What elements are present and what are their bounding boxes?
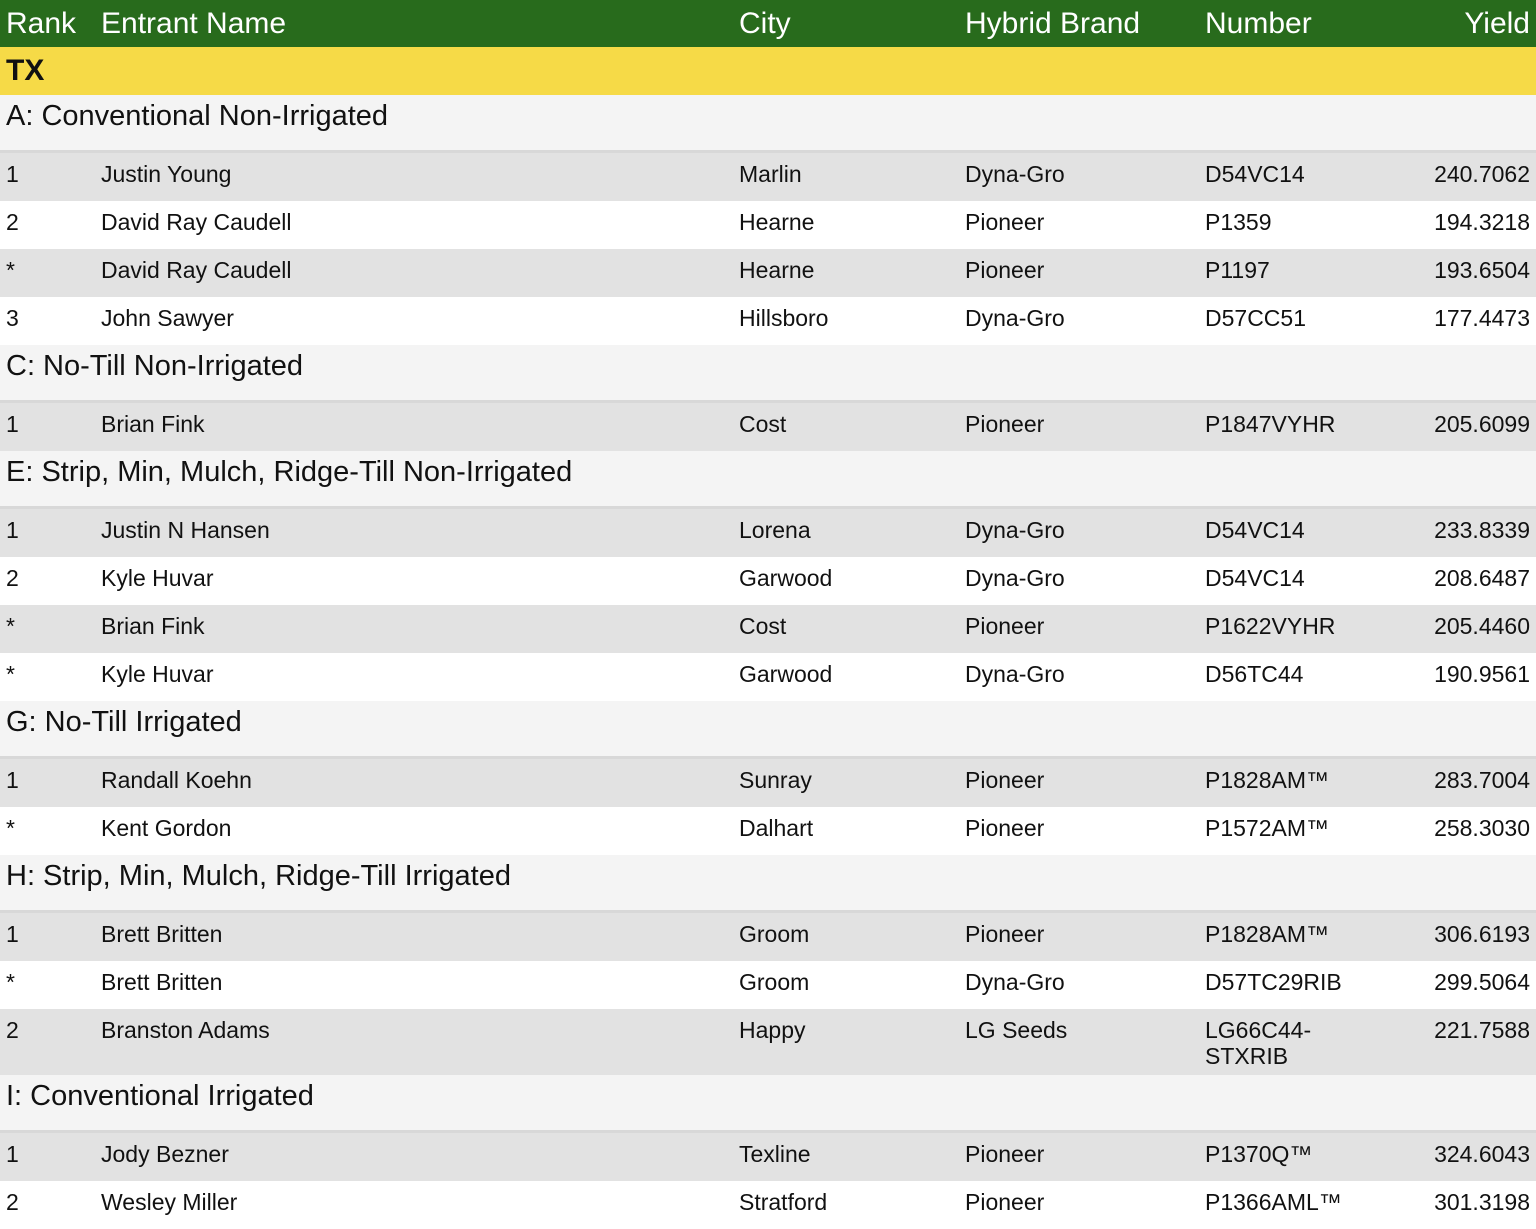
entrant-name-cell: Randall Koehn [101, 767, 252, 793]
yield-cell: 194.3218 [1434, 209, 1530, 235]
hybrid-brand-cell: LG Seeds [965, 1017, 1068, 1043]
hybrid-brand-cell: Dyna-Gro [965, 661, 1065, 687]
yield-cell: 299.5064 [1434, 969, 1530, 995]
entrant-name-cell: Brett Britten [101, 969, 223, 995]
rank-cell: 2 [6, 209, 19, 235]
table-row [0, 807, 1536, 855]
category-header: H: Strip, Min, Mulch, Ridge-Till Irrigated [0, 855, 1536, 913]
city-cell: Happy [739, 1017, 806, 1043]
number-cell: D57CC51 [1205, 305, 1306, 331]
yield-cell: 306.6193 [1434, 921, 1530, 947]
yield-cell: 205.6099 [1434, 411, 1530, 437]
hybrid-brand-cell: Dyna-Gro [965, 517, 1065, 543]
entrant-name-cell: Brett Britten [101, 921, 223, 947]
hybrid-brand-cell: Pioneer [965, 815, 1045, 841]
yield-cell: 301.3198 [1434, 1189, 1530, 1215]
yield-cell: 221.7588 [1434, 1017, 1530, 1043]
entrant-name-cell: Jody Bezner [101, 1141, 229, 1167]
table-row [0, 153, 1536, 201]
entrant-name-cell: Kent Gordon [101, 815, 232, 841]
number-cell: D54VC14 [1205, 565, 1305, 591]
yield-cell: 205.4460 [1434, 613, 1530, 639]
number-cell: D57TC29RIB [1205, 969, 1342, 995]
column-header-city[interactable]: City [739, 6, 791, 40]
rank-cell: 1 [6, 411, 19, 437]
yield-cell: 258.3030 [1434, 815, 1530, 841]
table-body [0, 95, 1536, 1229]
hybrid-brand-cell: Pioneer [965, 767, 1045, 793]
rank-cell: 3 [6, 305, 19, 331]
table-row [0, 1181, 1536, 1229]
rank-cell: 1 [6, 1141, 19, 1167]
yield-cell: 283.7004 [1434, 767, 1530, 793]
number-cell: P1572AM™ [1205, 815, 1330, 841]
hybrid-brand-cell: Pioneer [965, 921, 1045, 947]
city-cell: Cost [739, 613, 787, 639]
entrant-name-cell: David Ray Caudell [101, 209, 292, 235]
table-row [0, 403, 1536, 451]
city-cell: Garwood [739, 565, 833, 591]
city-cell: Sunray [739, 767, 812, 793]
hybrid-brand-cell: Pioneer [965, 411, 1045, 437]
table-row [0, 913, 1536, 961]
yield-cell: 240.7062 [1434, 161, 1530, 187]
city-cell: Dalhart [739, 815, 814, 841]
rank-cell: 1 [6, 517, 19, 543]
rank-cell: 2 [6, 1017, 19, 1043]
city-cell: Lorena [739, 517, 811, 543]
table-row [0, 557, 1536, 605]
hybrid-brand-cell: Dyna-Gro [965, 161, 1065, 187]
table-row [0, 249, 1536, 297]
hybrid-brand-cell: Dyna-Gro [965, 969, 1065, 995]
table-header [0, 0, 1536, 47]
rank-cell: 1 [6, 161, 19, 187]
table-row [0, 653, 1536, 701]
entrant-name-cell: Justin Young [101, 161, 232, 187]
rank-cell: * [6, 815, 15, 841]
category-header: I: Conventional Irrigated [0, 1075, 1536, 1133]
entrant-name-cell: Brian Fink [101, 411, 205, 437]
column-header-rank[interactable]: Rank [6, 6, 77, 40]
number-cell: P1197 [1205, 257, 1270, 283]
hybrid-brand-cell: Pioneer [965, 1189, 1045, 1215]
city-cell: Cost [739, 411, 787, 437]
rank-cell: * [6, 613, 15, 639]
city-cell: Marlin [739, 161, 802, 187]
table-row [0, 1009, 1536, 1075]
number-cell: P1828AM™ [1205, 767, 1330, 793]
city-cell: Texline [739, 1141, 811, 1167]
state-group-header: TX [0, 47, 1536, 95]
yield-cell: 233.8339 [1434, 517, 1530, 543]
rank-cell: * [6, 257, 15, 283]
entrant-name-cell: David Ray Caudell [101, 257, 292, 283]
table-row [0, 759, 1536, 807]
category-header: A: Conventional Non-Irrigated [0, 95, 1536, 153]
yield-cell: 177.4473 [1434, 305, 1530, 331]
column-header-number[interactable]: Number [1205, 6, 1312, 40]
number-cell: D54VC14 [1205, 517, 1305, 543]
city-cell: Groom [739, 921, 810, 947]
column-header-hybrid-brand[interactable]: Hybrid Brand [965, 6, 1141, 40]
hybrid-brand-cell: Pioneer [965, 209, 1045, 235]
city-cell: Stratford [739, 1189, 828, 1215]
city-cell: Hearne [739, 209, 815, 235]
hybrid-brand-cell: Dyna-Gro [965, 305, 1065, 331]
table-row [0, 961, 1536, 1009]
entrant-name-cell: Kyle Huvar [101, 661, 214, 687]
hybrid-brand-cell: Dyna-Gro [965, 565, 1065, 591]
yield-cell: 193.6504 [1434, 257, 1530, 283]
entrant-name-cell: Brian Fink [101, 613, 205, 639]
table-row [0, 605, 1536, 653]
category-header: G: No-Till Irrigated [0, 701, 1536, 759]
number-cell: P1847VYHR [1205, 411, 1336, 437]
entrant-name-cell: Branston Adams [101, 1017, 270, 1043]
column-header-yield[interactable]: Yield [1464, 6, 1530, 40]
category-header: C: No-Till Non-Irrigated [0, 345, 1536, 403]
city-cell: Hearne [739, 257, 815, 283]
entrant-name-cell: Kyle Huvar [101, 565, 214, 591]
number-cell: P1370Q™ [1205, 1141, 1313, 1167]
rank-cell: 1 [6, 767, 19, 793]
rank-cell: * [6, 969, 15, 995]
table-row [0, 297, 1536, 345]
number-cell: P1622VYHR [1205, 613, 1336, 639]
hybrid-brand-cell: Pioneer [965, 1141, 1045, 1167]
yield-cell: 208.6487 [1434, 565, 1530, 591]
hybrid-brand-cell: Pioneer [965, 613, 1045, 639]
city-cell: Hillsboro [739, 305, 829, 331]
number-cell: P1359 [1205, 209, 1272, 235]
city-cell: Groom [739, 969, 810, 995]
table-row [0, 1133, 1536, 1181]
number-cell: LG66C44- STXRIB [1205, 1017, 1312, 1069]
number-cell: P1828AM™ [1205, 921, 1330, 947]
rank-cell: 2 [6, 565, 19, 591]
entrant-name-cell: Wesley Miller [101, 1189, 238, 1215]
table-row [0, 201, 1536, 249]
number-cell: D56TC44 [1205, 661, 1304, 687]
table-row [0, 509, 1536, 557]
city-cell: Garwood [739, 661, 833, 687]
entrant-name-cell: John Sawyer [101, 305, 234, 331]
yield-cell: 190.9561 [1434, 661, 1530, 687]
entrant-name-cell: Justin N Hansen [101, 517, 270, 543]
column-header-entrant-name[interactable]: Entrant Name [101, 6, 287, 40]
number-cell: P1366AML™ [1205, 1189, 1342, 1215]
yield-cell: 324.6043 [1434, 1141, 1530, 1167]
category-header: E: Strip, Min, Mulch, Ridge-Till Non-Irrigated [0, 451, 1536, 509]
hybrid-brand-cell: Pioneer [965, 257, 1045, 283]
number-cell: D54VC14 [1205, 161, 1305, 187]
rank-cell: 1 [6, 921, 19, 947]
rank-cell: 2 [6, 1189, 19, 1215]
rank-cell: * [6, 661, 15, 687]
